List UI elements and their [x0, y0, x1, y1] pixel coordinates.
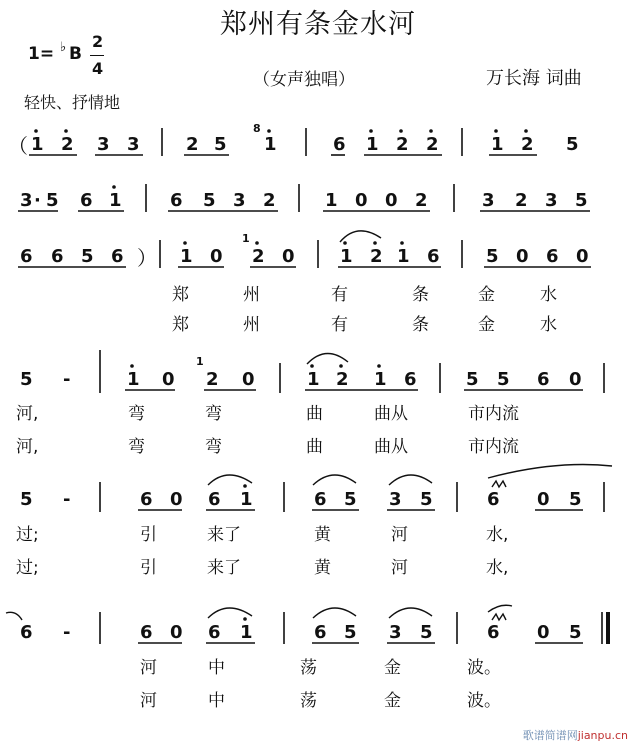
lyric: 荡: [300, 658, 317, 678]
note: 3: [20, 190, 33, 211]
lyric: 黄: [314, 558, 331, 578]
note: 2: [415, 190, 428, 211]
note: 2: [426, 134, 439, 155]
lyric: 水,: [486, 525, 509, 545]
lyric: 弯: [128, 437, 145, 457]
note: 2: [515, 190, 528, 211]
note: 1: [109, 190, 122, 211]
lyric: 河: [140, 691, 157, 711]
note: 5: [20, 489, 33, 510]
note: 0: [516, 246, 529, 267]
note: 1: [325, 190, 338, 211]
slur: [313, 608, 356, 618]
slur: [307, 353, 348, 364]
note: 1: [127, 369, 140, 390]
note: 6: [51, 246, 64, 267]
note: 6: [170, 190, 183, 211]
lyric: 金: [478, 315, 495, 335]
performance-note: （女声独唱）: [253, 70, 355, 90]
staff-row-4: [16, 350, 604, 457]
dash: -: [63, 369, 71, 390]
lyric: 郑: [172, 315, 189, 335]
note: 5: [569, 622, 582, 643]
note: 5: [420, 489, 433, 510]
note: 6: [314, 622, 327, 643]
lyric: 金: [384, 691, 401, 711]
note: 3: [389, 489, 402, 510]
note: 1: [264, 134, 277, 155]
slur: [313, 475, 356, 485]
lyric: 荡: [300, 691, 317, 711]
note: 0: [537, 489, 550, 510]
note: 0: [537, 622, 550, 643]
lyric: 曲: [306, 404, 323, 424]
octave-dot: [243, 484, 247, 488]
note: 1: [366, 134, 379, 155]
note: 5: [20, 369, 33, 390]
note: 0: [355, 190, 368, 211]
octave-dot: [34, 129, 38, 133]
tie-out: [488, 465, 612, 479]
lyric: 波。: [467, 658, 501, 678]
octave-dot: [429, 129, 433, 133]
slur: [389, 475, 432, 485]
note: 1: [307, 369, 320, 390]
ornament-arc: [488, 605, 512, 612]
dash: -: [63, 489, 71, 510]
note: 6: [111, 246, 124, 267]
note: 6: [427, 246, 440, 267]
note: 3: [482, 190, 495, 211]
credits: 万长海 词曲: [486, 68, 582, 89]
lyric: 弯: [205, 437, 222, 457]
octave-dot: [64, 129, 68, 133]
note: 5: [344, 489, 357, 510]
lyric: 引: [140, 525, 157, 545]
octave-dot: [343, 241, 347, 245]
note: 6: [20, 246, 33, 267]
octave-dot: [339, 364, 343, 368]
lyric: 中: [208, 658, 225, 678]
note: 5: [575, 190, 588, 211]
octave-dot: [183, 241, 187, 245]
note: 1: [180, 246, 193, 267]
lyric: 弯: [205, 404, 222, 424]
staff-row-6: [6, 605, 608, 711]
note: 5: [569, 489, 582, 510]
octave-dot: [377, 364, 381, 368]
lyric: 河: [391, 525, 408, 545]
note: 1: [397, 246, 410, 267]
slur: [340, 231, 381, 242]
note: 6: [80, 190, 93, 211]
grace-note: 1: [242, 232, 250, 245]
tie-in: [6, 612, 22, 620]
lyric: 来了: [207, 558, 241, 578]
lyric: 水,: [486, 558, 509, 578]
lyric: 条: [412, 315, 429, 335]
lyric: 水: [540, 315, 557, 335]
octave-dot: [255, 241, 259, 245]
dash: -: [63, 622, 71, 643]
note: 6: [537, 369, 550, 390]
octave-dot: [373, 241, 377, 245]
note: 1: [31, 134, 44, 155]
lyric: 有: [331, 315, 348, 335]
lyric: 引: [140, 558, 157, 578]
note: 5: [344, 622, 357, 643]
staff-row-1: [8, 122, 579, 158]
lyric: 黄: [314, 525, 331, 545]
slur: [389, 608, 432, 618]
key-signature-tonic: 1=: [28, 44, 55, 64]
note: 5: [81, 246, 94, 267]
lyric: 有: [331, 285, 348, 305]
note: 0: [170, 622, 183, 643]
grace-note: 1: [196, 355, 204, 368]
lyric: 来了: [207, 525, 241, 545]
note: 0: [170, 489, 183, 510]
lyric: 条: [412, 285, 429, 305]
note: 6: [333, 134, 346, 155]
note: 0: [569, 369, 582, 390]
lyric: 州: [243, 285, 260, 305]
lyric: 过;: [16, 525, 39, 545]
note: 2: [252, 246, 265, 267]
octave-dot: [267, 129, 271, 133]
lyric: 市内流: [468, 437, 519, 457]
note: 2: [521, 134, 534, 155]
lyric: 河,: [16, 404, 39, 424]
lyric: 过;: [16, 558, 39, 578]
note: 3: [97, 134, 110, 155]
note: 2: [206, 369, 219, 390]
note: 6: [140, 489, 153, 510]
slur: [208, 608, 252, 618]
note: 1: [240, 622, 253, 643]
slur: [208, 475, 252, 485]
open-parenthesis: （: [8, 134, 28, 158]
octave-dot: [243, 617, 247, 621]
note: 2: [336, 369, 349, 390]
mordent-ornament: [492, 614, 506, 620]
note: 5: [46, 190, 59, 211]
lyric: 曲从: [374, 404, 408, 424]
octave-dot: [399, 129, 403, 133]
lyric: 金: [478, 285, 495, 305]
octave-dot: [310, 364, 314, 368]
lyric: 水: [540, 285, 557, 305]
note: 6: [208, 489, 221, 510]
song-title: 郑州有条金水河: [220, 9, 416, 40]
note: 2: [263, 190, 276, 211]
note: 5: [566, 134, 579, 155]
staff-row-2: [18, 184, 590, 212]
octave-dot: [130, 364, 134, 368]
note: 6: [140, 622, 153, 643]
lyric: 金: [384, 658, 401, 678]
grace-note: 8: [253, 122, 261, 135]
lyric: 河: [140, 658, 157, 678]
note: 6: [208, 622, 221, 643]
key-letter: B: [69, 44, 82, 64]
time-signature-bottom: 4: [92, 59, 104, 78]
key-flat-sign: ♭: [60, 40, 67, 55]
note: 5: [420, 622, 433, 643]
note: 3: [545, 190, 558, 211]
mordent-ornament: [492, 481, 506, 487]
note: 1: [240, 489, 253, 510]
note: 3: [389, 622, 402, 643]
octave-dot: [494, 129, 498, 133]
tempo-marking: 轻快、抒情地: [24, 93, 121, 112]
lyric: 曲: [306, 437, 323, 457]
note: 5: [486, 246, 499, 267]
lyric: 州: [243, 315, 260, 335]
note: 1: [340, 246, 353, 267]
time-signature-top: 2: [92, 32, 104, 51]
note: 2: [186, 134, 199, 155]
note: 2: [396, 134, 409, 155]
note: 6: [404, 369, 417, 390]
lyric: 中: [208, 691, 225, 711]
octave-dot: [369, 129, 373, 133]
lyric: 河: [391, 558, 408, 578]
site-watermark: 歌谱简谱网jianpu.cn: [522, 729, 628, 742]
note: 6: [487, 489, 500, 510]
note: 6: [546, 246, 559, 267]
octave-dot: [112, 185, 116, 189]
note: 3: [233, 190, 246, 211]
note: 3: [127, 134, 140, 155]
note: 5: [203, 190, 216, 211]
staff-row-5: [16, 465, 612, 579]
note: 0: [576, 246, 589, 267]
staff-row-3: [18, 231, 591, 335]
note: 5: [497, 369, 510, 390]
lyric: 郑: [172, 285, 189, 305]
lyric: 市内流: [468, 404, 519, 424]
note: 1: [491, 134, 504, 155]
note: 1: [374, 369, 387, 390]
octave-dot: [524, 129, 528, 133]
lyric: 河,: [16, 437, 39, 457]
note: 2: [370, 246, 383, 267]
note: 5: [466, 369, 479, 390]
lyric: 波。: [467, 691, 501, 711]
lyric: 弯: [128, 404, 145, 424]
note: 0: [282, 246, 295, 267]
note: 0: [210, 246, 223, 267]
note: 6: [314, 489, 327, 510]
lyric: 曲从: [374, 437, 408, 457]
octave-dot: [400, 241, 404, 245]
close-parenthesis: ）: [137, 246, 157, 270]
note: 0: [242, 369, 255, 390]
note: 5: [214, 134, 227, 155]
note: 2: [61, 134, 74, 155]
note: 0: [385, 190, 398, 211]
note: 6: [487, 622, 500, 643]
note: 0: [162, 369, 175, 390]
note-dot: ·: [34, 190, 41, 211]
note: 6: [20, 622, 33, 643]
